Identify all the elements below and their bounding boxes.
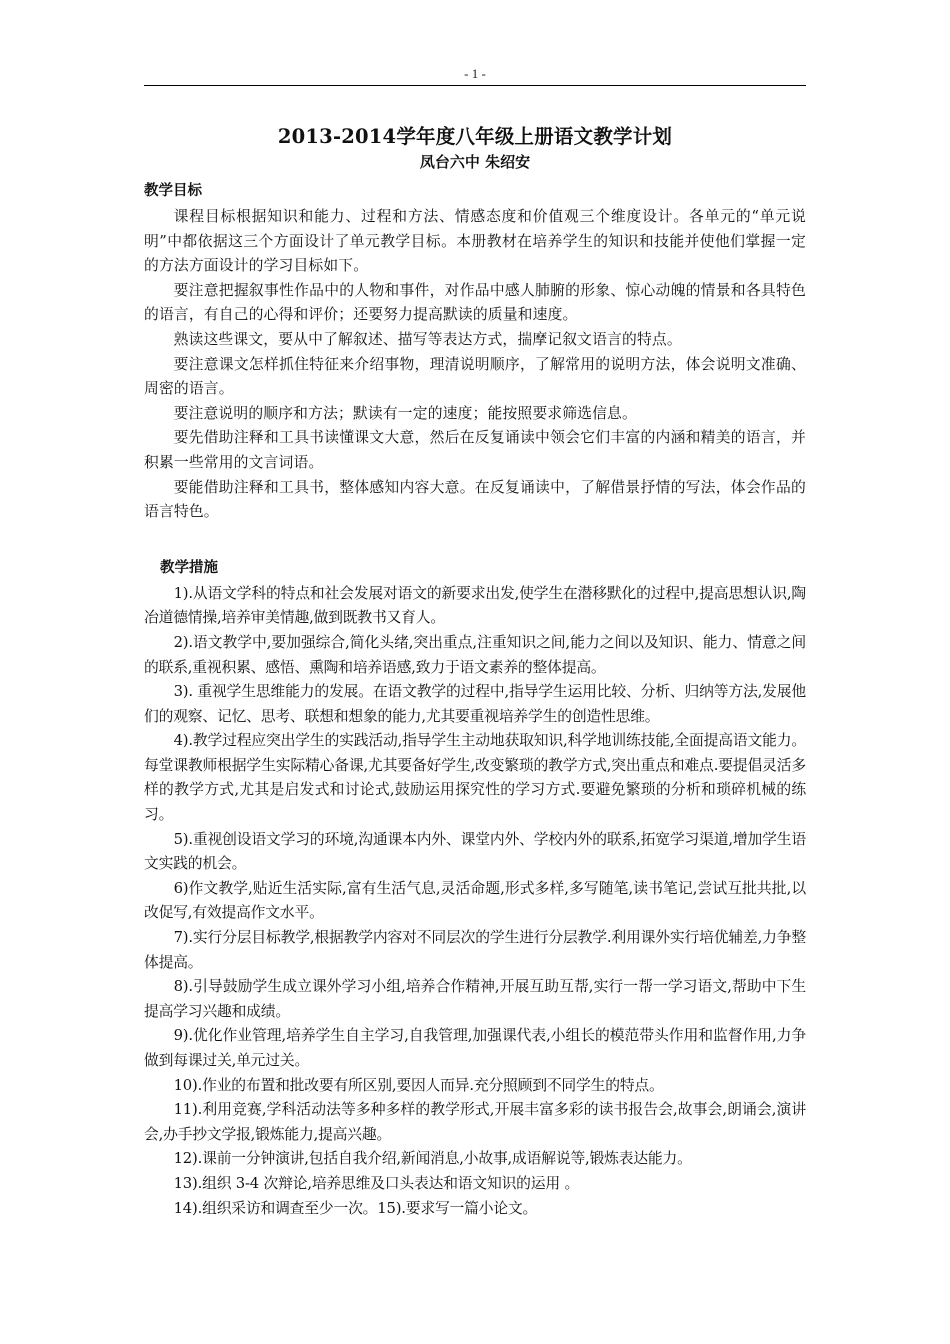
goals-paragraph: 课程目标根据知识和能力、过程和方法、情感态度和价值观三个维度设计。各单元的“单元说明”中都依据这三个方面设计了单元教学目标。本册教材在培养学生的知识和技能并使他们掌握一定的方法方面设计的学习目标如下。 [144, 208, 806, 275]
measures-paragraph: 11).利用竞赛,学科活动法等多种多样的教学形式,开展丰富多彩的读书报告会,故事会,朗诵会,演讲会,办手抄文学报,锻炼能力,提高兴趣。 [144, 1101, 806, 1143]
goals-paragraph: 要注意把握叙事性作品中的人物和事件，对作品中感人肺腑的形象、惊心动魄的情景和各具特色的语言，有自己的心得和评价；还要努力提高默读的质量和速度。 [144, 281, 806, 324]
goals-paragraph: 要注意课文怎样抓住特征来介绍事物，理清说明顺序，了解常用的说明方法，体会说明文准确、周密的语言。 [144, 355, 806, 398]
goals-paragraph: 熟读这些课文，要从中了解叙述、描写等表达方式，揣摩记叙文语言的特点。 [173, 330, 682, 348]
page-number: - 1 - [464, 66, 486, 81]
section-spacer [144, 525, 806, 551]
measures-paragraph: 1).从语文学科的特点和社会发展对语文的新要求出发,使学生在潜移默化的过程中,提高思想认识,陶冶道德情操,培养审美情趣,做到既教书又育人。 [144, 584, 806, 627]
measures-paragraph: 13).组织 3-4 次辩论,培养思维及口头表达和语文知识的运用 。 [173, 1174, 580, 1192]
measures-paragraph: 12).课前一分钟演讲,包括自我介绍,新闻消息,小故事,成语解说等,锻炼表达能力。 [173, 1150, 692, 1168]
measures-paragraph: 8).引导鼓励学生成立课外学习小组,培养合作精神,开展互助互帮,实行一帮一学习语文,帮助中下生提高学习兴趣和成绩。 [144, 978, 806, 1020]
section-heading-measures: 教学措施 [160, 558, 218, 576]
goals-paragraph: 要能借助注释和工具书，整体感知内容大意。在反复诵读中，了解借景抒情的写法，体会作品的语言特色。 [144, 478, 806, 521]
measures-paragraph: 7).实行分层目标教学,根据教学内容对不同层次的学生进行分层教学.利用课外实行培优辅差,力争整体提高。 [144, 929, 806, 971]
goals-paragraph: 要先借助注释和工具书读懂课文大意，然后在反复诵读中领会它们丰富的内涵和精美的语言，并积累一些常用的文言词语。 [144, 429, 806, 471]
measures-paragraph: 4).教学过程应突出学生的实践活动,指导学生主动地获取知识,科学地训练技能,全面提高语文能力。每堂课教师根据学生实际精心备课,尤其要备好学生,改变繁琐的教学方式,突出重点和难点.要提倡灵活多样的教学方式,尤其是启发式和讨论式,鼓励运用探究性的学习方式.要避免繁琐的分析和琐碎机械的练习。 [144, 732, 806, 824]
measures-paragraph: 3). 重视学生思维能力的发展。在语文教学的过程中,指导学生运用比较、分析、归纳等方法,发展他们的观察、记忆、思考、联想和想象的能力,尤其要重视培养学生的创造性思维。 [144, 683, 806, 725]
measures-paragraph: 9).优化作业管理,培养学生自主学习,自我管理,加强课代表,小组长的模范带头作用和监督作用,力争做到每课过关,单元过关。 [144, 1027, 806, 1069]
document-author: 凤台六中 朱绍安 [419, 153, 531, 171]
measures-paragraph: 14).组织采访和调查至少一次。15).要求写一篇小论文。 [173, 1199, 538, 1217]
section-heading-goals: 教学目标 [144, 182, 202, 199]
header-rule [144, 85, 806, 86]
measures-paragraph: 10).作业的布置和批改要有所区别,要因人而异.充分照顾到不同学生的特点。 [173, 1076, 664, 1094]
measures-paragraph: 6)作文教学,贴近生活实际,富有生活气息,灵活命题,形式多样,多写随笔,读书笔记,尝试互批共批,以改促写,有效提高作文水平。 [144, 879, 806, 922]
document-body [144, 118, 806, 1221]
goals-paragraph: 要注意说明的顺序和方法；默读有一定的速度；能按照要求筛选信息。 [173, 404, 637, 422]
measures-paragraph: 2).语文教学中,要加强综合,简化头绪,突出重点,注重知识之间,能力之间以及知识、能力、情意之间的联系,重视积累、感悟、熏陶和培养语感,致力于语文素养的整体提高。 [144, 633, 806, 676]
document-title: 2013-2014学年度八年级上册语文教学计划 [277, 125, 673, 148]
measures-paragraph: 5).重视创设语文学习的环境,沟通课本内外、课堂内外、学校内外的联系,拓宽学习渠道,增加学生语文实践的机会。 [144, 830, 806, 873]
